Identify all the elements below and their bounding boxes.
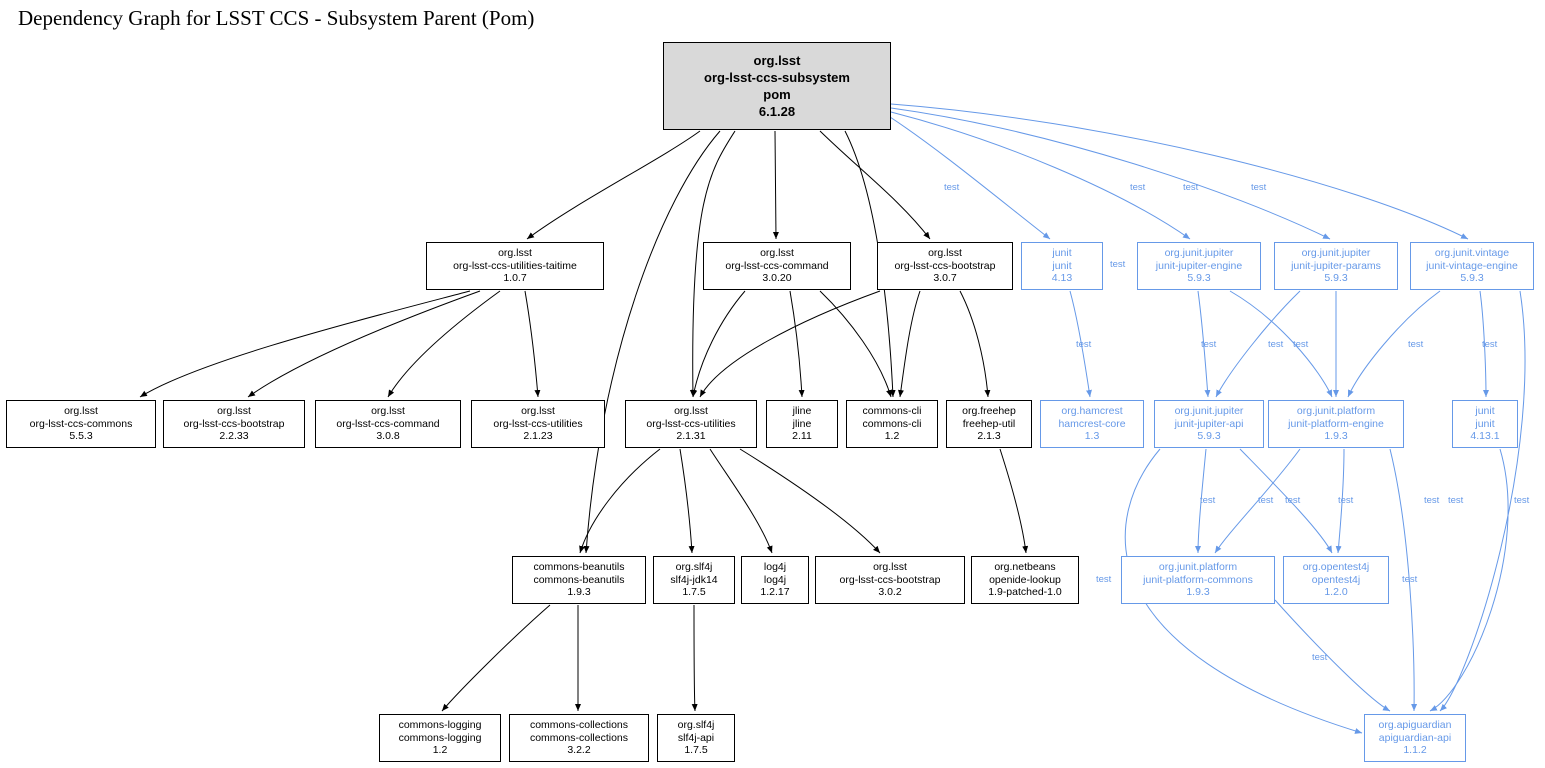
graph-node-line: 5.9.3	[1187, 272, 1211, 285]
edge-scope-label: test	[1312, 652, 1328, 663]
graph-node-line: 1.2.0	[1324, 586, 1348, 599]
graph-edge	[740, 449, 880, 553]
graph-node-line: apiguardian-api	[1378, 731, 1452, 744]
graph-node-line: org.slf4j	[677, 719, 715, 732]
graph-node-line: 3.0.20	[762, 272, 792, 285]
graph-node-line: org-lsst-ccs-utilities	[646, 417, 736, 430]
graph-node-line: junit-platform-commons	[1143, 573, 1253, 586]
edge-scope-label: test	[944, 182, 960, 193]
edge-scope-label: test	[1076, 339, 1092, 350]
graph-edge	[891, 112, 1190, 239]
graph-node-utilities-2123[interactable]	[471, 400, 605, 448]
graph-node-line: junit	[1052, 247, 1072, 260]
edge-scope-label: test	[1338, 495, 1354, 506]
graph-node-line: log4j	[763, 561, 787, 574]
graph-node-line: 3.0.7	[933, 272, 957, 285]
page-title: Dependency Graph for LSST CCS - Subsystem Parent (Pom)	[18, 6, 535, 30]
graph-node-line: org.lsst	[64, 405, 98, 418]
graph-node-line: 1.2	[884, 430, 900, 443]
graph-node-line: commons-collections	[529, 719, 629, 732]
graph-edge	[820, 131, 930, 239]
graph-node-jline[interactable]	[766, 400, 838, 448]
graph-node-line: 5.9.3	[1460, 272, 1484, 285]
graph-edge	[890, 117, 1050, 239]
graph-node-line: junit	[1475, 405, 1495, 418]
graph-node-line: 1.7.5	[684, 744, 708, 757]
graph-node-opentest4j[interactable]	[1283, 556, 1389, 604]
graph-node-line: 1.7.5	[682, 586, 706, 599]
graph-node-line: org.lsst	[217, 405, 251, 418]
graph-edge	[1348, 291, 1440, 397]
graph-node-line: org.junit.jupiter	[1301, 247, 1371, 260]
graph-node-line: 5.9.3	[1197, 430, 1221, 443]
graph-node-utilities-2131[interactable]	[625, 400, 757, 448]
graph-node-line: org.junit.platform	[1296, 405, 1376, 418]
graph-node-slf4j-jdk14[interactable]	[653, 556, 735, 604]
edge-scope-label: test	[1408, 339, 1424, 350]
graph-node-line: org-lsst-ccs-commons	[29, 417, 133, 430]
graph-node-line: org.lsst	[928, 247, 962, 260]
graph-node-openide-lookup[interactable]	[971, 556, 1079, 604]
graph-node-line: org-lsst-ccs-command	[336, 417, 440, 430]
graph-node-line: slf4j-api	[677, 731, 715, 744]
graph-node-command-3020[interactable]	[703, 242, 851, 290]
graph-node-line: jline	[792, 417, 812, 430]
edge-scope-label: test	[1285, 495, 1301, 506]
graph-node-line: org.junit.vintage	[1434, 247, 1510, 260]
graph-edge	[891, 104, 1468, 239]
graph-edge	[775, 131, 776, 239]
graph-node-line: junit-vintage-engine	[1426, 259, 1518, 272]
edge-scope-label: test	[1514, 495, 1530, 506]
graph-node-platform-engine[interactable]	[1268, 400, 1404, 448]
graph-node-line: commons-logging	[398, 719, 482, 732]
graph-node-line: junit-jupiter-engine	[1155, 259, 1243, 272]
graph-node-jupiter-engine[interactable]	[1137, 242, 1261, 290]
graph-node-line: 2.1.31	[676, 430, 706, 443]
graph-node-line: junit-platform-engine	[1288, 417, 1384, 430]
graph-node-line: 3.0.2	[878, 586, 902, 599]
graph-node-line: slf4j-jdk14	[670, 573, 718, 586]
graph-node-line: org.opentest4j	[1302, 561, 1370, 574]
edge-scope-label: test	[1448, 495, 1464, 506]
graph-node-line: org.netbeans	[994, 561, 1056, 574]
graph-node-line: org-lsst-ccs-utilities-taitime	[453, 259, 577, 272]
graph-node-line: org-lsst-ccs-command	[725, 259, 829, 272]
graph-edge	[790, 291, 802, 397]
edge-scope-label: test	[1201, 339, 1217, 350]
graph-node-root[interactable]	[663, 42, 891, 130]
edge-scope-label: test	[1251, 182, 1267, 193]
graph-node-line: org.slf4j	[675, 561, 713, 574]
graph-node-line: 2.2.33	[219, 430, 249, 443]
edge-scope-label: test	[1183, 182, 1199, 193]
graph-node-apiguardian-api[interactable]	[1364, 714, 1466, 762]
graph-edge	[586, 131, 720, 553]
graph-edge	[525, 291, 538, 397]
graph-node-freehep-util[interactable]	[946, 400, 1032, 448]
graph-node-line: commons-cli	[862, 417, 922, 430]
graph-edge	[693, 291, 745, 397]
graph-node-commons-logging[interactable]	[379, 714, 501, 762]
graph-node-log4j[interactable]	[741, 556, 809, 604]
graph-edge	[900, 291, 920, 397]
graph-node-line: log4j	[763, 573, 787, 586]
edge-scope-label: test	[1096, 574, 1112, 585]
graph-node-platform-commons[interactable]	[1121, 556, 1275, 604]
graph-node-commons-cli[interactable]	[846, 400, 938, 448]
graph-edge	[1216, 291, 1300, 397]
graph-edge	[527, 131, 700, 239]
graph-edge	[388, 291, 500, 397]
graph-node-line: org.lsst	[521, 405, 555, 418]
edge-scope-label: test	[1424, 495, 1440, 506]
graph-node-line: 2.1.23	[523, 430, 553, 443]
graph-node-line: junit	[1475, 417, 1495, 430]
graph-edge	[700, 291, 880, 397]
graph-node-line: 5.9.3	[1324, 272, 1348, 285]
graph-node-line: jline	[792, 405, 812, 418]
edge-scope-label: test	[1200, 495, 1216, 506]
graph-node-line: junit-jupiter-params	[1291, 259, 1381, 272]
graph-node-line: org.lsst	[498, 247, 532, 260]
graph-node-line: commons-logging	[398, 731, 482, 744]
edge-scope-label: test	[1293, 339, 1309, 350]
graph-node-line: freehep-util	[962, 417, 1016, 430]
graph-node-line: pom	[763, 87, 791, 102]
graph-node-utilities-taitime[interactable]	[426, 242, 604, 290]
graph-node-line: 1.3	[1084, 430, 1100, 443]
graph-node-line: org.junit.jupiter	[1164, 247, 1234, 260]
edge-scope-label: test	[1482, 339, 1498, 350]
graph-node-line: org.apiguardian	[1378, 719, 1452, 732]
graph-edge	[442, 605, 550, 711]
graph-node-junit-413[interactable]	[1021, 242, 1103, 290]
graph-node-commons-553[interactable]	[6, 400, 156, 448]
graph-node-line: commons-beanutils	[533, 561, 625, 574]
graph-node-line: 1.0.7	[503, 272, 527, 285]
graph-edge	[1275, 600, 1390, 711]
graph-node-line: org-lsst-ccs-bootstrap	[839, 573, 941, 586]
edge-scope-label: test	[1130, 182, 1146, 193]
graph-edge	[710, 449, 772, 553]
graph-node-line: 1.9.3	[567, 586, 591, 599]
graph-node-commons-beanutils[interactable]	[512, 556, 646, 604]
graph-node-line: org.lsst	[371, 405, 405, 418]
graph-node-line: 1.2	[432, 744, 448, 757]
graph-edge	[891, 108, 1330, 239]
graph-node-line: commons-cli	[862, 405, 922, 418]
edge-scope-label: test	[1402, 574, 1418, 585]
graph-node-line: hamcrest-core	[1058, 417, 1126, 430]
graph-node-line: org-lsst-ccs-bootstrap	[183, 417, 285, 430]
graph-node-line: 1.1.2	[1403, 744, 1427, 757]
edge-scope-label: test	[1258, 495, 1274, 506]
graph-edge	[1430, 449, 1508, 711]
graph-node-slf4j-api[interactable]	[657, 714, 735, 762]
graph-node-jupiter-api[interactable]	[1154, 400, 1264, 448]
graph-node-line: 2.1.3	[977, 430, 1001, 443]
graph-node-line: org.junit.platform	[1158, 561, 1238, 574]
graph-node-junit-4131[interactable]	[1452, 400, 1518, 448]
graph-node-jupiter-params[interactable]	[1274, 242, 1398, 290]
graph-node-bootstrap-307[interactable]	[877, 242, 1013, 290]
graph-node-line: openide-lookup	[989, 573, 1061, 586]
graph-edge	[820, 291, 891, 397]
graph-edge	[580, 449, 660, 553]
graph-edge	[694, 605, 695, 711]
graph-node-line: org-lsst-ccs-subsystem	[704, 70, 850, 85]
graph-node-line: org.lsst	[760, 247, 794, 260]
graph-node-line: commons-beanutils	[533, 573, 625, 586]
graph-node-line: junit-jupiter-api	[1174, 417, 1244, 430]
graph-edge	[680, 449, 692, 553]
graph-edge	[248, 291, 480, 397]
graph-node-line: 3.2.2	[567, 744, 591, 757]
graph-node-vintage-engine[interactable]	[1410, 242, 1534, 290]
graph-node-line: 1.9.3	[1186, 586, 1210, 599]
graph-node-bootstrap-302[interactable]	[815, 556, 965, 604]
graph-node-line: opentest4j	[1311, 573, 1361, 586]
graph-node-line: 2.11	[792, 430, 812, 443]
graph-node-line: org.freehep	[962, 405, 1016, 418]
graph-node-commons-collections[interactable]	[509, 714, 649, 762]
graph-node-line: 6.1.28	[758, 104, 796, 119]
graph-node-line: 1.2.17	[760, 586, 790, 599]
graph-node-line: org.lsst	[674, 405, 708, 418]
graph-node-hamcrest-core[interactable]	[1040, 400, 1144, 448]
graph-node-line: org.junit.jupiter	[1174, 405, 1244, 418]
edge-scope-label: test	[1110, 259, 1126, 270]
edge-scope-label: test	[1268, 339, 1284, 350]
graph-edge	[1000, 449, 1026, 553]
graph-node-line: 4.13	[1051, 272, 1073, 285]
graph-node-command-308[interactable]	[315, 400, 461, 448]
graph-node-line: commons-collections	[529, 731, 629, 744]
graph-node-line: junit	[1052, 259, 1072, 272]
graph-node-line: org.lsst	[753, 53, 801, 68]
graph-node-line: 3.0.8	[376, 430, 400, 443]
graph-node-line: org-lsst-ccs-bootstrap	[894, 259, 996, 272]
graph-node-line: org.lsst	[873, 561, 907, 574]
graph-node-line: 1.9-patched-1.0	[988, 586, 1062, 599]
graph-node-line: 4.13.1	[1470, 430, 1500, 443]
graph-edge	[960, 291, 988, 397]
graph-node-line: org.hamcrest	[1061, 405, 1123, 418]
graph-node-bootstrap-2233[interactable]	[163, 400, 305, 448]
graph-node-line: org-lsst-ccs-utilities	[493, 417, 583, 430]
graph-node-line: 1.9.3	[1324, 430, 1348, 443]
graph-edge	[140, 291, 470, 397]
graph-node-line: 5.5.3	[69, 430, 93, 443]
